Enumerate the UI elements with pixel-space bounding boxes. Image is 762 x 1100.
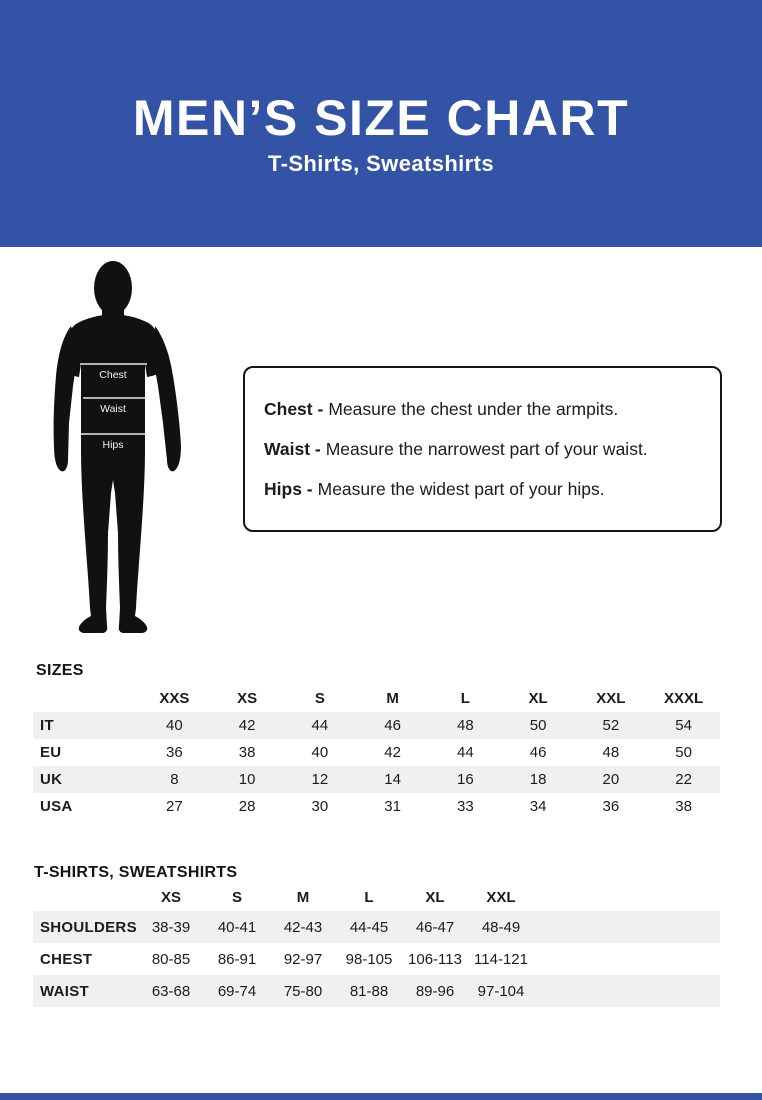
info-item-waist — [264, 439, 704, 459]
size-cell: 28 — [238, 798, 256, 815]
measure-cell: 48-49 — [468, 911, 534, 943]
silhouette-torso — [58, 314, 168, 454]
info-desc-hips: Measure the widest part of your hips. — [317, 479, 605, 499]
measure-cell: 80-85 — [151, 950, 191, 968]
row-label: UK — [33, 766, 138, 793]
size-cell: 46 — [529, 744, 547, 761]
silhouette-right-arm — [153, 326, 181, 471]
column-header: M — [296, 889, 310, 906]
row-label: IT — [33, 712, 138, 739]
column-header: XXL — [596, 689, 626, 707]
measurement-info-box — [243, 366, 722, 532]
row-label: USA — [40, 798, 73, 815]
size-cell: 10 — [211, 766, 284, 793]
tshirts-header-row — [33, 884, 720, 911]
measure-cell: 81-88 — [336, 975, 402, 1007]
waist-label: Waist — [100, 403, 126, 415]
size-cell: 40 — [311, 744, 329, 761]
column-header: XXXL — [664, 689, 704, 707]
size-cell: 36 — [166, 744, 183, 761]
silhouette-left-arm — [54, 326, 77, 471]
spacer-cell — [534, 943, 720, 975]
column-header: L — [364, 889, 374, 906]
column-header: XS — [160, 889, 181, 906]
size-cell: 31 — [384, 798, 401, 815]
size-cell: 44 — [284, 712, 357, 739]
info-desc-waist: Measure the narrowest part of your waist. — [325, 439, 648, 459]
header-banner — [0, 0, 762, 247]
tshirts-corner-cell — [33, 884, 138, 911]
size-cell: 33 — [457, 798, 474, 815]
size-cell: 48 — [602, 744, 620, 761]
measure-cell: 46-47 — [402, 911, 468, 943]
size-cell: 18 — [502, 766, 575, 793]
measure-cell: 97-104 — [468, 975, 534, 1007]
measure-cell: 114-121 — [474, 950, 528, 968]
info-term-waist: Waist - — [264, 439, 321, 459]
measure-cell: 40-41 — [204, 911, 270, 943]
column-header: XXS — [159, 689, 190, 707]
size-cell: 48 — [429, 712, 502, 739]
row-label: WAIST — [33, 975, 138, 1007]
measure-cell: 38-39 — [138, 911, 204, 943]
page-title: MEN’S SIZE CHART — [132, 89, 630, 146]
size-cell: 14 — [356, 766, 429, 793]
measure-cell: 92-97 — [283, 950, 323, 968]
column-header: L — [460, 689, 470, 707]
sizes-corner-cell — [33, 684, 138, 712]
measure-cell: 42-43 — [270, 911, 336, 943]
column-header: S — [314, 689, 325, 707]
row-label: EU — [40, 744, 62, 761]
sizes-table — [33, 684, 720, 820]
hips-label: Hips — [102, 439, 124, 451]
size-cell: 42 — [384, 744, 401, 761]
size-cell: 50 — [502, 712, 575, 739]
tshirts-table — [33, 884, 720, 1007]
size-cell: 20 — [575, 766, 648, 793]
measure-cell: 44-45 — [336, 911, 402, 943]
sizes-heading: SIZES — [36, 662, 84, 679]
table-row-it — [33, 712, 720, 739]
tshirts-heading: T-SHIRTS, SWEATSHIRTS — [34, 864, 238, 881]
column-header: XS — [237, 689, 258, 707]
table-row-uk — [33, 766, 720, 793]
info-item-chest — [264, 399, 704, 419]
size-cell: 12 — [284, 766, 357, 793]
sizes-header-row — [33, 684, 720, 712]
size-cell: 40 — [138, 712, 211, 739]
table-row-shoulders — [33, 911, 720, 943]
spacer-cell — [534, 884, 720, 911]
measure-cell: 63-68 — [138, 975, 204, 1007]
measure-cell: 98-105 — [345, 950, 393, 968]
info-desc-chest: Measure the chest under the armpits. — [328, 399, 619, 419]
size-cell: 27 — [166, 798, 183, 815]
chest-label: Chest — [99, 369, 127, 381]
footer-accent-band — [0, 1093, 762, 1100]
size-cell: 46 — [356, 712, 429, 739]
size-cell: 36 — [602, 798, 620, 815]
column-header: XXL — [486, 889, 516, 906]
measure-cell: 106-113 — [408, 950, 462, 968]
column-header: XL — [425, 889, 445, 906]
table-row-eu — [33, 739, 720, 766]
column-header: S — [231, 889, 242, 906]
row-label: SHOULDERS — [33, 911, 138, 943]
size-cell: 22 — [647, 766, 720, 793]
page-subtitle: T-Shirts, Sweatshirts — [267, 150, 494, 176]
measure-cell: 69-74 — [204, 975, 270, 1007]
table-row-chest — [33, 943, 720, 975]
info-item-hips — [264, 479, 704, 499]
size-cell: 42 — [211, 712, 284, 739]
body-silhouette-figure — [50, 258, 200, 640]
size-cell: 54 — [647, 712, 720, 739]
size-cell: 8 — [138, 766, 211, 793]
silhouette-legs — [79, 450, 147, 633]
size-cell: 34 — [529, 798, 547, 815]
column-header: XL — [528, 689, 548, 707]
size-cell: 50 — [675, 744, 692, 761]
info-term-hips: Hips - — [264, 479, 313, 499]
size-cell: 16 — [429, 766, 502, 793]
size-cell: 44 — [457, 744, 474, 761]
row-label: CHEST — [40, 950, 93, 968]
table-row-waist — [33, 975, 720, 1007]
spacer-cell — [534, 975, 720, 1007]
column-header: M — [386, 689, 399, 707]
measure-cell: 89-96 — [402, 975, 468, 1007]
measure-cell: 75-80 — [270, 975, 336, 1007]
man-silhouette-icon — [50, 258, 200, 640]
size-cell: 38 — [675, 798, 692, 815]
spacer-cell — [534, 911, 720, 943]
size-cell: 30 — [311, 798, 329, 815]
measure-cell: 86-91 — [217, 950, 257, 968]
size-cell: 38 — [238, 744, 256, 761]
info-term-chest: Chest - — [264, 399, 324, 419]
size-cell: 52 — [575, 712, 648, 739]
table-row-usa — [33, 793, 720, 820]
